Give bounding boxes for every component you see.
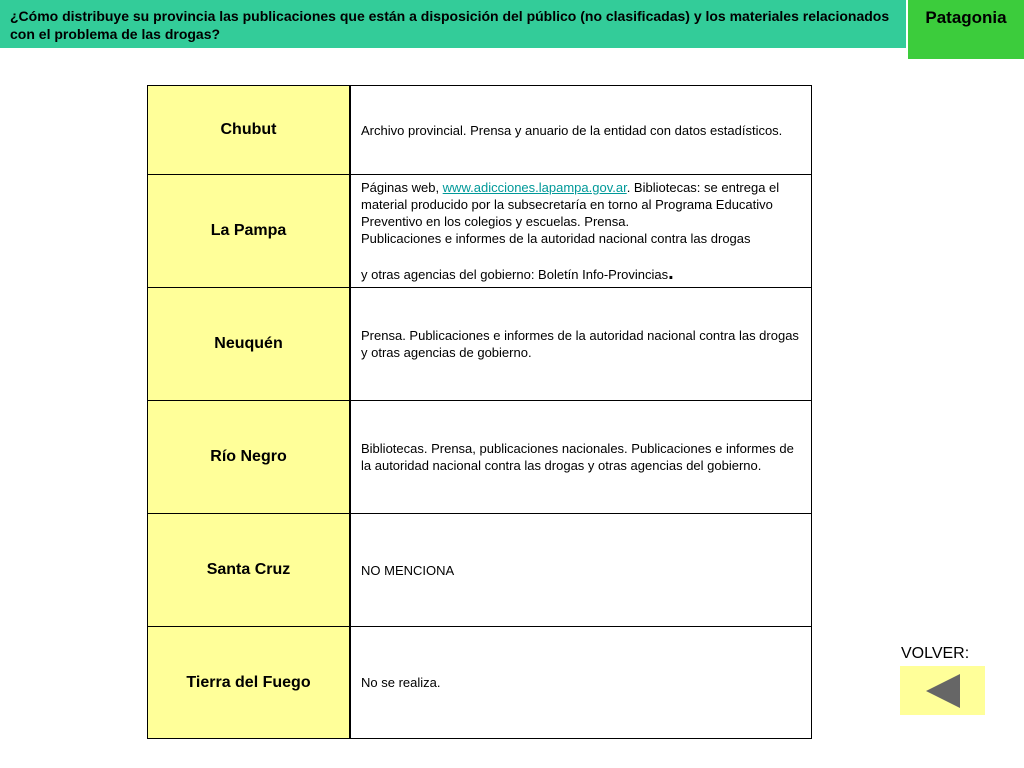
trailing-mark: . xyxy=(668,262,674,284)
province-description-cell: No se realiza. xyxy=(350,627,812,739)
description-text: . Bibliotecas: se entrega el material producido por la subsecretaría en torno al Programa Educativo Preventivo en los colegios y escuelas. Prensa. xyxy=(361,180,780,229)
table-row xyxy=(148,175,812,288)
back-label: VOLVER: xyxy=(901,645,970,662)
province-description-cell: Archivo provincial. Prensa y anuario de la entidad con datos estadísticos. xyxy=(350,86,812,175)
province-name-cell: La Pampa xyxy=(148,175,351,288)
region-badge xyxy=(908,0,1024,59)
province-description-cell xyxy=(350,175,812,288)
table-row xyxy=(148,627,812,739)
description-text: Páginas web, xyxy=(361,180,443,195)
table-row xyxy=(148,401,812,514)
province-description-cell: Prensa. Publicaciones e informes de la autoridad nacional contra las drogas y otras agencias de gobierno. xyxy=(350,288,812,401)
province-name-cell: Neuquén xyxy=(148,288,351,401)
province-description-cell: NO MENCIONA xyxy=(350,514,812,627)
province-name-cell: Chubut xyxy=(148,86,351,175)
table-row xyxy=(148,86,812,175)
table-row xyxy=(148,514,812,627)
province-name-cell: Santa Cruz xyxy=(148,514,351,627)
description-text: Publicaciones e informes de la autoridad nacional contra las drogas xyxy=(361,231,751,246)
header-bar xyxy=(0,0,906,48)
left-triangle-icon xyxy=(924,672,962,710)
provinces-table xyxy=(147,85,812,739)
table-row xyxy=(148,288,812,401)
province-name-cell: Río Negro xyxy=(148,401,351,514)
web-link[interactable]: www.adicciones.lapampa.gov.ar xyxy=(442,180,627,195)
province-name-cell: Tierra del Fuego xyxy=(148,627,351,739)
region-label: Patagonia xyxy=(925,8,1007,27)
province-description-cell: Bibliotecas. Prensa, publicaciones nacionales. Publicaciones e informes de la autoridad nacional contra las drogas y otras agencias del gobierno. xyxy=(350,401,812,514)
page-title: ¿Cómo distribuye su provincia las publicaciones que están a disposición del público (no clasificadas) y los materiales relacionados con el problema de las drogas? xyxy=(10,8,890,42)
back-button[interactable] xyxy=(900,666,985,715)
description-text: y otras agencias del gobierno: Boletín Info-Provincias xyxy=(361,267,669,282)
